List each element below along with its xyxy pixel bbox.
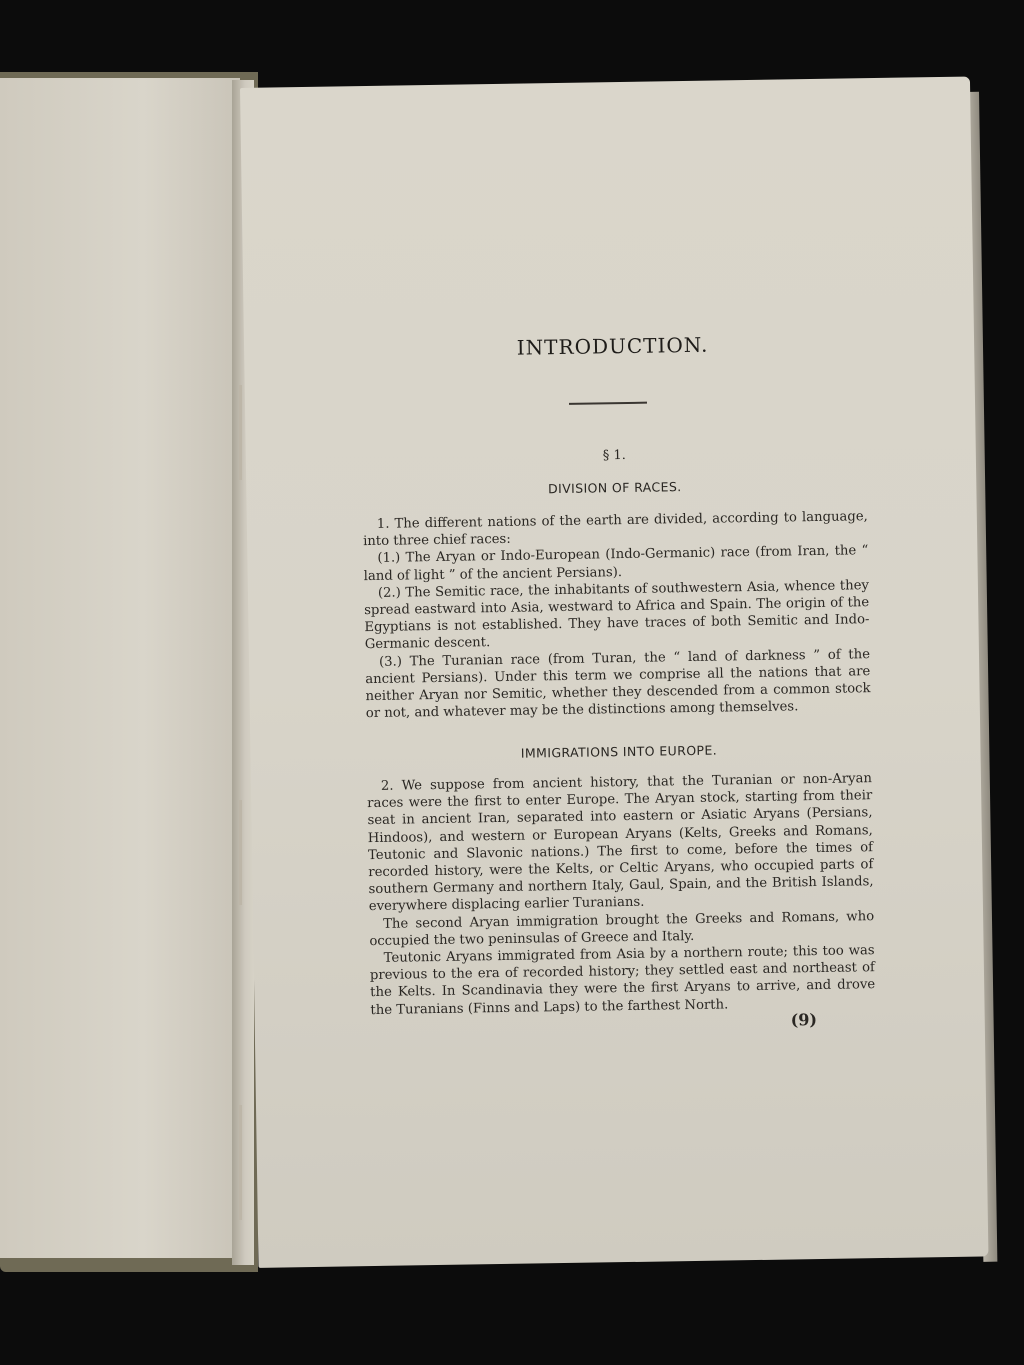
section-heading-immigrations: IMMIGRATIONS INTO EUROPE.: [520, 742, 718, 761]
section-mark: § 1.: [602, 447, 626, 464]
section-1-text: [363, 508, 871, 722]
paragraph: Teutonic Aryans immigrated from Asia by a northern route; this too was previous to the era of recorded history; they settled east and northeast of the Kelts. In Scandinavia they were the first Aryans to arrive, and drove the Turanians (Finns and Laps) to the farthest North.: [369, 943, 876, 1018]
binding-stitch: [239, 800, 242, 905]
paragraph: The second Aryan immigration brought the Greeks and Romans, who occupied the two peninsulas of Greece and Italy.: [369, 908, 875, 949]
section-heading-division-of-races: DIVISION OF RACES.: [547, 479, 682, 497]
left-page: [0, 78, 240, 1258]
right-page: [240, 77, 988, 1268]
page-title: INTRODUCTION.: [516, 332, 709, 360]
section-2-text: [367, 770, 876, 1019]
paragraph: (1.) The Aryan or Indo-European (Indo-Germanic) race (from Iran, the “ land of light ” of the ancient Persians).: [363, 543, 869, 584]
title-rule: [569, 402, 647, 405]
page-number: (9): [790, 1010, 818, 1030]
paragraph: (3.) The Turanian race (from Turan, the “ land of darkness ” of the ancient Persians). Under this term we comprise all the nations that are neither Aryan nor Semitic, whether they descended from a common stock or not, and whatever may be the distinctions among themselves.: [365, 646, 871, 722]
paragraph: (2.) The Semitic race, the inhabitants of southwestern Asia, whence they spread eastward into Asia, westward to Africa and Spain. The origin of the Egyptians is not established. They have traces of both Semitic and Indo-Germanic descent.: [364, 577, 870, 653]
binding-stitch: [239, 1105, 242, 1220]
paragraph: 2. We suppose from ancient history, that the Turanian or non-Aryan races were the first to enter Europe. The Aryan stock, starting from their seat in ancient Iran, separated into eastern or Asiatic Aryans (Persians, Hindoos), and western or European Aryans (Kelts, Greeks and Romans, Teutonic and Slavonic nations.) The first to come, before the times of recorded history, were the Kelts, or Celtic Aryans, who occupied parts of southern Germany and northern Italy, Gaul, Spain, and the British Islands, everywhere displacing earlier Turanians.: [367, 771, 874, 915]
binding-stitch: [239, 385, 242, 480]
page-content: [356, 78, 876, 1030]
paragraph: 1. The different nations of the earth are divided, according to language, into three chief races:: [363, 509, 868, 550]
